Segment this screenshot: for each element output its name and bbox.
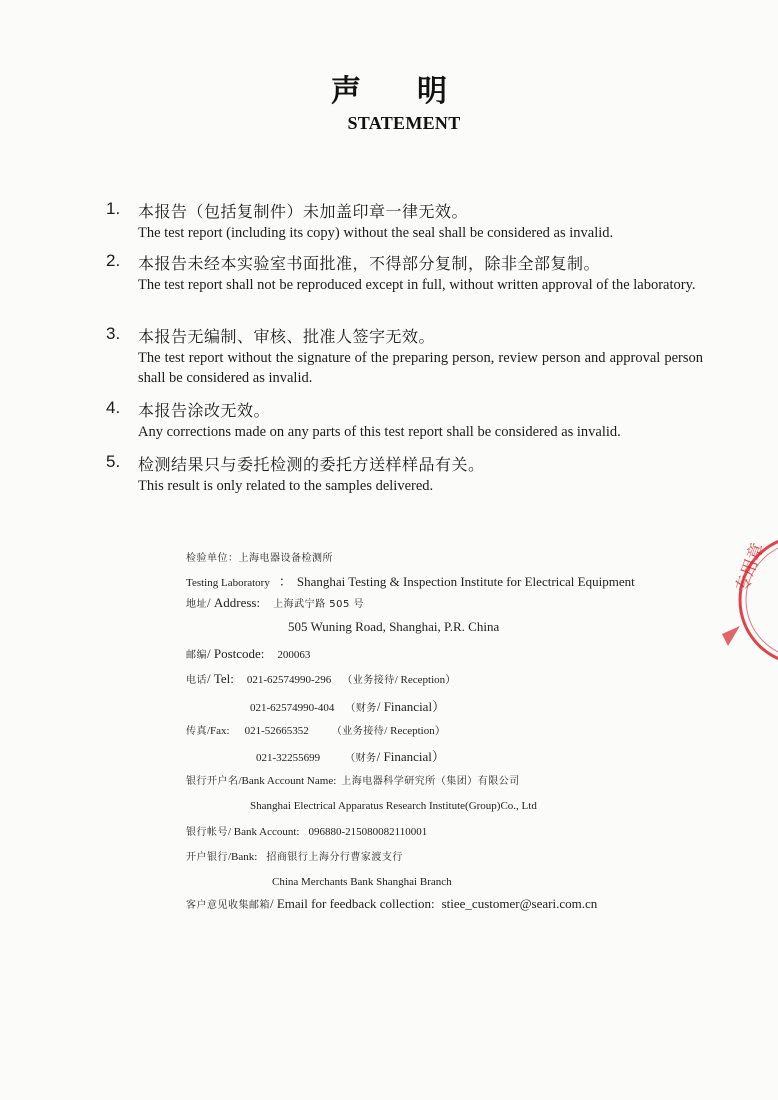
bank-account-value: 096880-215080082110001 <box>308 826 428 838</box>
address-line <box>186 595 364 611</box>
bank-en-value: China Merchants Bank Shanghai Branch <box>272 876 452 888</box>
bank-account-name-en: Shanghai Electrical Apparatus Research Institute(Group)Co., Ltd <box>250 800 537 812</box>
statement-number: 4. <box>106 398 121 417</box>
address-en-label: / Address: <box>207 595 261 610</box>
bank-account-name-cn: 上海电器科学研究所（集团）有限公司 <box>341 776 520 787</box>
fax-reception-note-en: / Reception） <box>384 725 446 737</box>
address-en-value: 505 Wuning Road, Shanghai, P.R. China <box>288 619 500 634</box>
tel-reception-number: 021-62574990-296 <box>246 674 332 686</box>
statement-number: 1. <box>106 199 121 218</box>
bank-cn-label: 开户银行 <box>186 852 228 863</box>
lab-en-label: Testing Laboratory <box>186 577 270 589</box>
lab-en-line <box>186 571 635 590</box>
bank-account-name-line <box>186 772 520 788</box>
fax-financial-note-cn: （财务 <box>345 753 377 764</box>
postcode-value: 200063 <box>277 649 311 661</box>
page-title-en: STATEMENT <box>347 113 461 133</box>
statement-text-en: Any corrections made on any parts of this test report shall be considered as invalid. <box>138 424 621 440</box>
statement-text-cn: 本报告无编制、审核、批准人签字无效。 <box>138 327 436 346</box>
statement-text-cn: 本报告（包括复制件）未加盖印章一律无效。 <box>138 202 469 221</box>
email-cn-label: 客户意见收集邮箱 <box>186 900 270 911</box>
bank-account-name-cn-label: 银行开户名 <box>186 776 239 787</box>
fax-line-1 <box>186 722 446 738</box>
tel-line-1 <box>186 671 456 687</box>
postcode-line <box>186 646 310 662</box>
seal-star-icon <box>722 626 740 646</box>
email-value: stiee_customer@seari.com.cn <box>441 896 598 911</box>
postcode-en-label: / Postcode: <box>207 646 265 661</box>
page-title-cn: 声明 <box>331 74 503 109</box>
fax-financial-note-en: / Financial） <box>376 749 445 764</box>
lab-en-name: Shanghai Testing & Inspection Institute for Electrical Equipment <box>296 574 635 589</box>
tel-line-2 <box>250 696 445 715</box>
lab-en-separator: ： <box>278 574 292 589</box>
statement-number: 3. <box>106 324 121 343</box>
tel-en-label: / Tel: <box>207 671 234 686</box>
statement-number: 2. <box>106 251 121 270</box>
lab-cn-label: 检验单位： <box>186 553 239 564</box>
statement-text-cn: 本报告涂改无效。 <box>138 401 271 420</box>
official-seal-stamp <box>716 522 778 702</box>
seal-char-1: 专用章 <box>732 540 769 596</box>
bank-account-en-label: / Bank Account: <box>228 826 300 838</box>
lab-cn-name: 上海电器设备检测所 <box>238 553 333 564</box>
fax-financial-number: 021-32255699 <box>256 752 321 764</box>
bank-line <box>186 848 403 864</box>
tel-cn-label: 电话 <box>186 675 207 686</box>
address-en-line <box>288 619 499 635</box>
statement-text-en: The test report shall not be reproduced except in full, without written approval of the laboratory. <box>138 277 696 293</box>
email-line <box>186 896 597 912</box>
statement-text-en: The test report without the signature of the preparing person, review person and approval person shall be considered as invalid. <box>138 350 703 386</box>
tel-financial-note-cn: （财务 <box>345 703 377 714</box>
fax-reception-number: 021-52665352 <box>244 725 309 737</box>
statement-text-cn: 本报告未经本实验室书面批准，不得部分复制，除非全部复制。 <box>138 254 601 273</box>
tel-reception-note-en: / Reception） <box>394 674 457 686</box>
bank-account-name-en-label: /Bank Account Name: <box>238 775 337 787</box>
tel-financial-number: 021-62574990-404 <box>250 702 335 714</box>
tel-financial-note-en: / Financial） <box>376 699 446 714</box>
postcode-cn-label: 邮编 <box>186 650 207 661</box>
statement-text-cn: 检测结果只与委托检测的委托方送样样品有关。 <box>138 455 485 474</box>
bank-cn-value: 招商银行上海分行曹家渡支行 <box>266 852 403 863</box>
bank-account-cn-label: 银行帐号 <box>186 827 228 838</box>
statement-text-en: This result is only related to the samples delivered. <box>138 478 434 494</box>
fax-en-label: /Fax: <box>207 725 230 737</box>
bank-account-line <box>186 823 427 839</box>
tel-reception-note-cn: （业务接待 <box>342 675 395 686</box>
statement-number: 5. <box>106 452 121 471</box>
statement-text-en: The test report (including its copy) without the seal shall be considered as invalid. <box>138 225 614 241</box>
bank-en-label: /Bank: <box>228 851 258 863</box>
email-en-label: / Email for feedback collection: <box>270 896 435 911</box>
bank-account-name-en-line <box>250 798 537 813</box>
lab-cn-line <box>186 549 333 565</box>
fax-cn-label: 传真 <box>186 726 207 737</box>
address-cn-label: 地址 <box>186 599 207 610</box>
bank-en-line <box>272 874 452 889</box>
fax-reception-note-cn: （业务接待 <box>331 726 385 737</box>
address-cn-value: 上海武宁路 505 号 <box>273 599 365 610</box>
fax-line-2 <box>256 746 445 765</box>
